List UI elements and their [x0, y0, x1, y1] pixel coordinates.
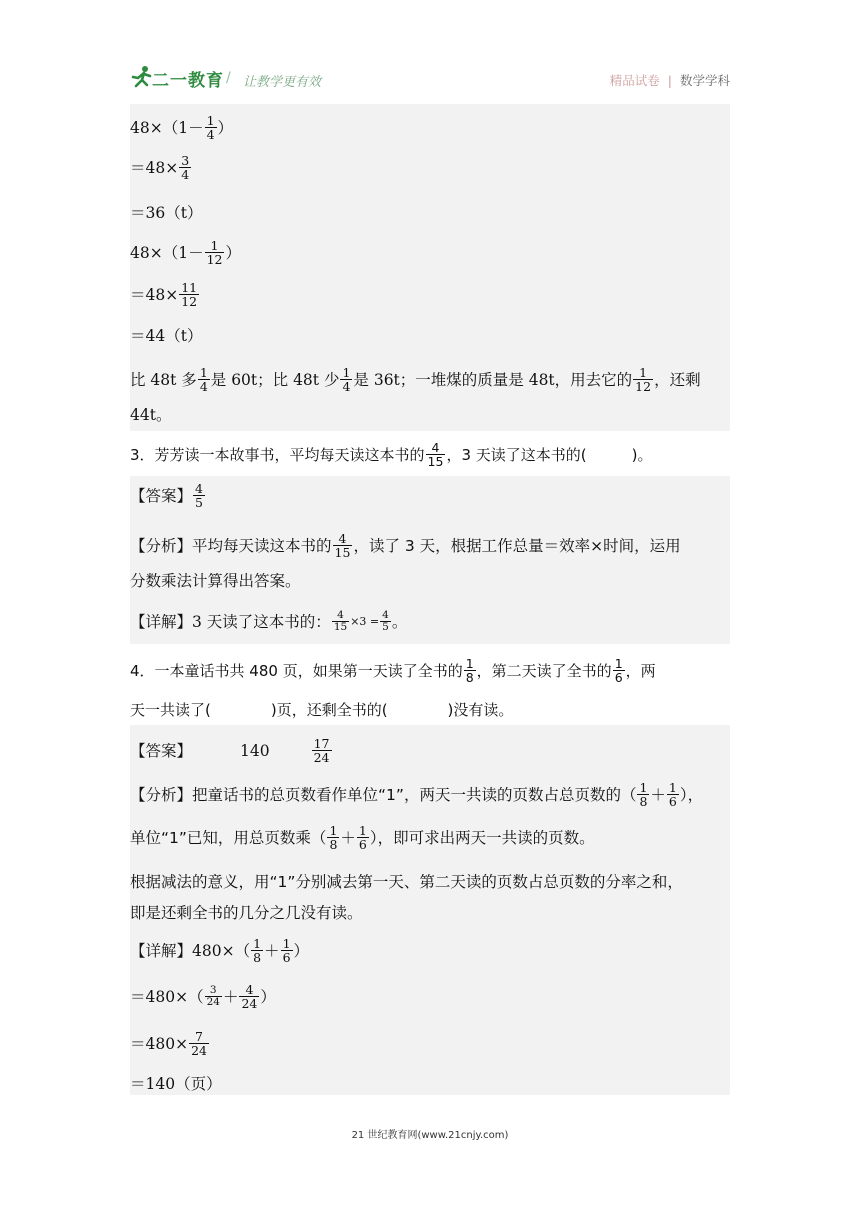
answer-value: 140: [240, 741, 270, 760]
answer-line: 【答案】 $\frac{4}{5}$: [130, 481, 203, 510]
prev-detail-block: [130, 104, 730, 431]
calc-line: ＝48× $\frac{3}{4}$: [130, 153, 190, 182]
fraction: $\frac{4}{15}$: [333, 609, 348, 633]
fraction: $\frac{1}{6}$: [358, 823, 367, 852]
header-right: 精品试卷 | 数学学科: [609, 73, 730, 88]
fraction: $\frac{1}{4}$: [206, 113, 215, 142]
header-subject: 数学学科: [679, 73, 730, 88]
analysis-line: 【分析】 把童话书的总页数看作单位“1”，两天一共读的页数占总页数的（ $\frac{1}{8}$ ＋ $\frac{1}{6}$ ），: [130, 780, 704, 809]
logo-text: 二一教育: [152, 71, 224, 91]
logo: [130, 62, 230, 92]
calc-line: ＝48× $\frac{11}{12}$: [130, 280, 198, 309]
analysis-line: 根据减法的意义，用“1”分别减去第一天、第二天读的页数占总页数的分率之和，: [130, 873, 683, 891]
fraction: $\frac{1}{8}$: [329, 823, 338, 852]
question-3: 3．芳芳读一本故事书，平均每天读这本书的 $\frac{4}{15}$ ，3 天读了这本书的( )。: [130, 440, 653, 469]
fraction: $\frac{11}{12}$: [181, 280, 198, 309]
analysis-line: 分数乘法计算得出答案。: [130, 572, 301, 590]
calc-line: ＝36（t）: [130, 204, 203, 222]
fraction: $\frac{4}{5}$: [195, 481, 203, 510]
conclusion-line: 比 48t 多 $\frac{1}{4}$ 是 60t；比 48t 少 $\frac{1}{4}$ 是 36t；一堆煤的质量是 48t，用去它的 $\frac{1}{12}$ ，还剩: [130, 365, 701, 394]
fraction: $\frac{4}{24}$: [241, 982, 258, 1011]
analysis-line: 【分析】 平均每天读这本书的 $\frac{4}{15}$ ，读了 3 天，根据工作总量＝效率×时间，运用: [130, 531, 681, 560]
question-4: 4．一本童话书共 480 页，如果第一天读了全书的 $\frac{1}{8}$ ，第二天读了全书的 $\frac{1}{6}$ ，两: [130, 656, 656, 685]
detail-line: ＝480×（ $\frac{3}{24}$ ＋ $\frac{4}{24}$ ）: [130, 982, 276, 1011]
calc-line: ＝44（t）: [130, 327, 203, 345]
runner-logo-icon: [130, 65, 154, 89]
header-divider: /: [226, 70, 231, 86]
analysis-line: 单位“1”已知，用总页数乘（ $\frac{1}{8}$ ＋ $\frac{1}{6}$ ），即可求出两天一共读的页数。: [130, 823, 595, 852]
fraction: $\frac{4}{5}$: [382, 609, 389, 633]
fraction: $\frac{1}{6}$: [668, 780, 677, 809]
calc-line: 48×（1－ $\frac{1}{12}$ ）: [130, 238, 241, 267]
analysis-line: 即是还剩全书的几分之几没有读。: [130, 904, 363, 922]
fraction: $\frac{1}{8}$: [253, 936, 262, 965]
fraction: $\frac{3}{24}$: [206, 984, 220, 1008]
detail-line: ＝140（页）: [130, 1075, 222, 1093]
fraction: $\frac{1}{6}$: [614, 656, 623, 685]
fraction: $\frac{3}{4}$: [181, 153, 190, 182]
detail-line: 【详解】 480×（ $\frac{1}{8}$ ＋ $\frac{1}{6}$ ）: [130, 936, 310, 965]
detail-line: 【详解】 3 天读了这本书的： $\frac{4}{15}$ ×3 = $\frac{4}{5}$ 。: [130, 609, 408, 633]
page-footer: 21 世纪教育网(www.21cnjy.com): [351, 1130, 509, 1141]
fraction: $\frac{1}{8}$: [465, 656, 474, 685]
header-slogan: 让教学更有效: [243, 75, 322, 90]
fraction: $\frac{1}{12}$: [635, 365, 652, 394]
fraction: $\frac{1}{8}$: [639, 780, 648, 809]
page-header: [130, 62, 730, 96]
q3-solution-block: [130, 476, 730, 644]
fraction: $\frac{4}{15}$: [334, 531, 351, 560]
fraction: $\frac{4}{15}$: [427, 440, 444, 469]
fraction: $\frac{1}{4}$: [342, 365, 351, 394]
detail-line: ＝480× $\frac{7}{24}$: [130, 1029, 207, 1058]
q4-solution-block: [130, 725, 730, 1095]
header-tag: 精品试卷: [609, 73, 660, 88]
question-4: 天一共读了( )页，还剩全书的( )没有读。: [130, 701, 514, 719]
conclusion-line: 44t。: [130, 406, 172, 424]
fraction: $\frac{1}{12}$: [206, 238, 223, 267]
fraction: $\frac{1}{4}$: [199, 365, 208, 394]
answer-line: 【答案】 140 $\frac{17}{24}$: [130, 736, 330, 765]
fraction: $\frac{7}{24}$: [191, 1029, 207, 1058]
calc-line: 48×（1－ $\frac{1}{4}$ ）: [130, 113, 234, 142]
fraction: $\frac{17}{24}$: [313, 736, 330, 765]
fraction: $\frac{1}{6}$: [282, 936, 291, 965]
document-body: [130, 104, 730, 1093]
